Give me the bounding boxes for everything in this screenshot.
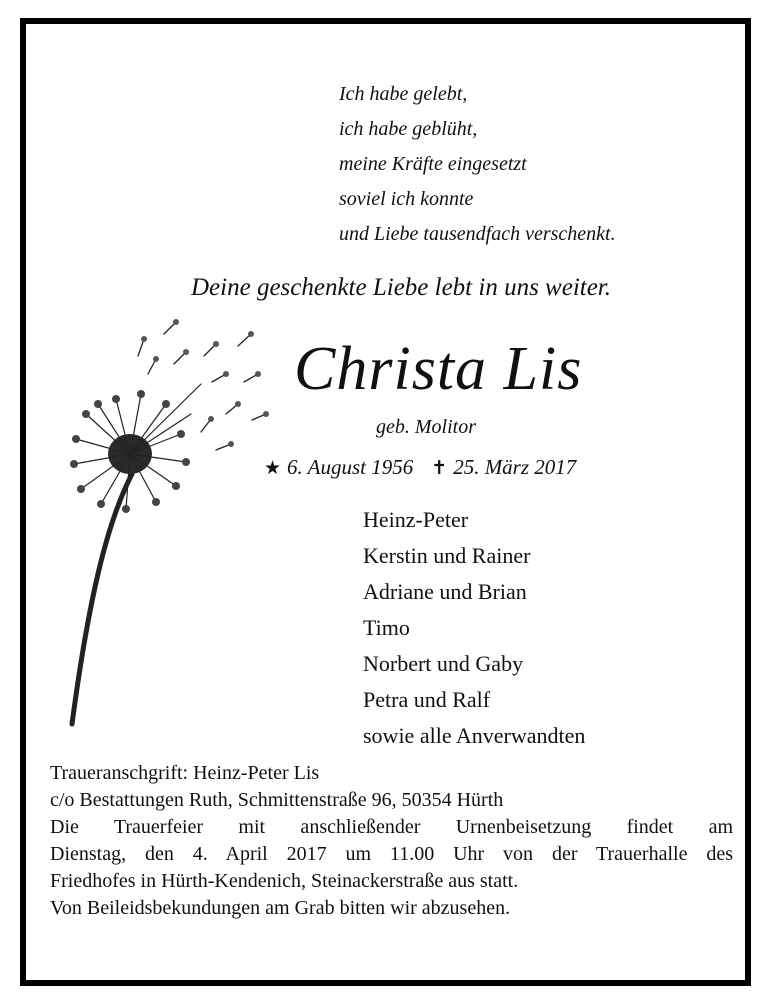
motto: Deine geschenkte Liebe lebt in uns weiter. (191, 274, 612, 301)
notice-line: Die Trauerfeier mit anschließender Urnenbeisetzung findet am (50, 816, 733, 838)
address-line: c/o Bestattungen Ruth, Schmittenstraße 96, 50354 Hürth (50, 789, 504, 811)
poem-line: Ich habe gelebt, (339, 83, 468, 105)
poem-line: und Liebe tausendfach verschenkt. (339, 223, 616, 245)
family-member: Norbert und Gaby (363, 651, 524, 676)
notice-line: Dienstag, den 4. April 2017 um 11.00 Uhr von der Trauerhalle des (50, 843, 733, 865)
family-member: Timo (363, 615, 410, 640)
family-member: Petra und Ralf (363, 687, 491, 712)
obituary-frame (20, 18, 751, 986)
family-member: Heinz-Peter (363, 507, 469, 532)
birth-name: geb. Molitor (376, 416, 476, 438)
death-date: 25. März 2017 (453, 455, 577, 479)
star-icon: ★ (264, 458, 282, 479)
poem-line: soviel ich konnte (339, 188, 474, 210)
deceased-name: Christa Lis (294, 335, 583, 403)
family-list (363, 502, 585, 754)
family-member: Kerstin und Rainer (363, 543, 531, 568)
dandelion-illustration (26, 264, 296, 744)
address-line: Traueranschgrift: Heinz-Peter Lis (50, 762, 320, 784)
poem-line: ich habe geblüht, (339, 118, 478, 140)
poem-line: meine Kräfte eingesetzt (339, 153, 527, 175)
family-member: Adriane und Brian (363, 579, 527, 604)
life-dates (264, 455, 576, 480)
notice-block (50, 760, 733, 922)
family-member: sowie alle Anverwandten (363, 723, 586, 748)
poem (339, 77, 616, 252)
notice-line: Friedhofes in Hürth-Kendenich, Steinackerstraße aus statt. (50, 870, 519, 892)
cross-icon: ✝ (431, 458, 448, 479)
birth-date: 6. August 1956 (287, 455, 414, 479)
notice-line: Von Beileidsbekundungen am Grab bitten wir abzusehen. (50, 897, 511, 919)
